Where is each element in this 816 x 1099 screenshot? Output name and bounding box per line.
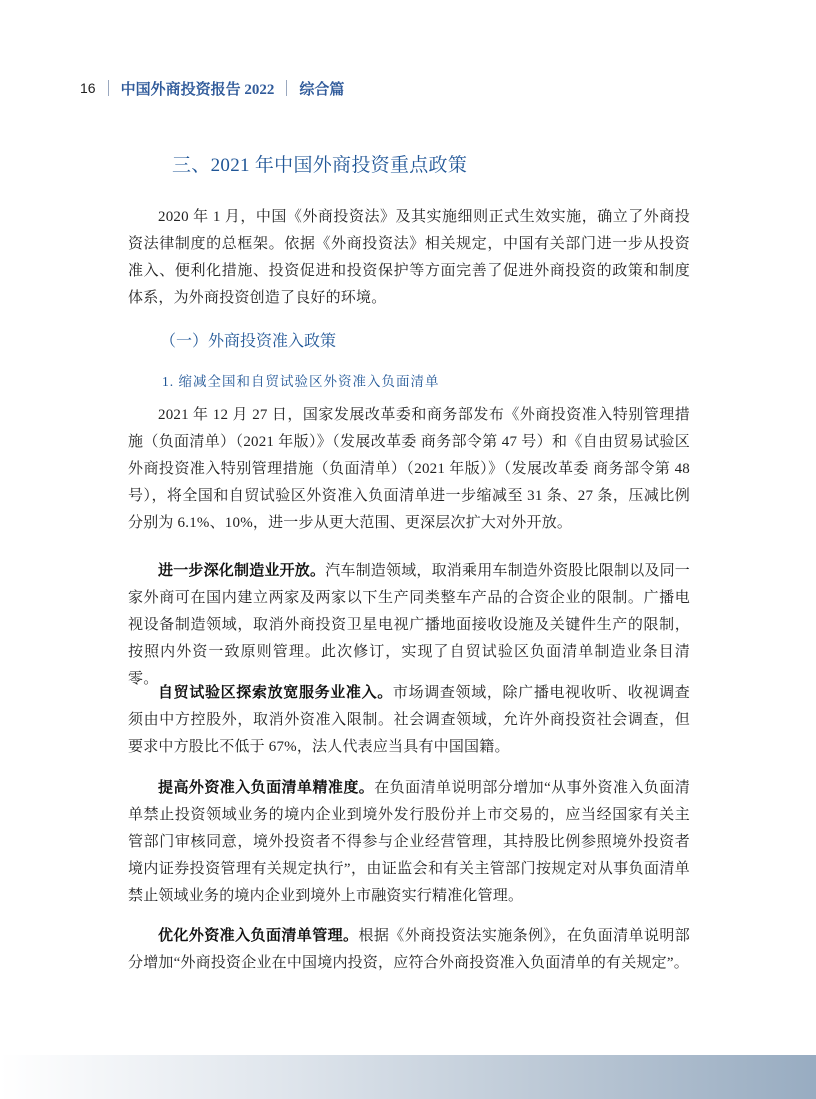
- chapter-title: 三、2021 年中国外商投资重点政策: [172, 155, 468, 176]
- paragraph-text: 汽车制造领域，取消乘用车制造外资股比限制以及同一家外商可在国内建立两家及两家以下生产同类整车产品的合资企业的限制。广播电视设备制造领域，取消外商投资卫星电视广播地面接收设施及关键件生产的限制，按照内外资一致原则管理。此次修订，实现了自贸试验区负面清单制造业条目清零。: [128, 563, 691, 687]
- paragraph-text: 在负面清单说明部分增加“从事外资准入负面清单禁止投资领域业务的境内企业到境外发行股份并上市交易的，应当经国家有关主管部门审核同意，境外投资者不得参与企业经营管理，其持股比例参照境外投资者境内证券投资管理有关规定执行”，由证监会和有关主管部门按规定对从事负面清单禁止领域业务的境内企业到境外上市融资实行精准化管理。: [128, 780, 690, 904]
- paragraph-lead: 提高外资准入负面清单精准度。: [158, 780, 375, 796]
- header-divider: [286, 80, 287, 96]
- header-divider: [108, 80, 109, 96]
- section-name: 综合篇: [299, 81, 345, 98]
- paragraph: [128, 775, 690, 910]
- section-heading: （一）外商投资准入政策: [160, 333, 337, 350]
- running-header: [80, 78, 344, 98]
- intro-paragraph: [128, 204, 690, 312]
- paragraph-text: 根据《外商投资法实施条例》，在负面清单说明部分增加“外商投资企业在中国境内投资，应符合外商投资准入负面清单的有关规定”。: [128, 928, 690, 971]
- paragraph: [128, 402, 690, 537]
- paragraph-text: 2021 年 12 月 27 日，国家发展改革委和商务部发布《外商投资准入特别管理措施（负面清单）（2021 年版）》（发展改革委 商务部令第 47 号）和《自由贸易试验区外商投资准入特别管理措施（负面清单）（2021 年版）》（发展改革委 商务部令第 48 号），将全国和自贸试验区外资准入负面清单进一步缩减至 31 条、27 条，压减比例分别为 6.1%、10%，进一步从更大范围、更深层次扩大对外开放。: [128, 407, 690, 531]
- paragraph-lead: 自贸试验区探索放宽服务业准入。: [158, 685, 393, 701]
- paragraph-text: 市场调查领域，除广播电视收听、收视调查须由中方控股外，取消外资准入限制。社会调查领域，允许外商投资社会调查，但要求中方股比不低于 67%，法人代表应当具有中国国籍。: [128, 685, 690, 755]
- report-title: 中国外商投资报告 2022: [120, 81, 275, 98]
- footer-gradient-bar: [0, 1055, 816, 1099]
- page-number: 16: [80, 80, 96, 96]
- subsection-heading: 1. 缩减全国和自贸试验区外资准入负面清单: [162, 374, 440, 389]
- paragraph: [128, 923, 690, 977]
- paragraph: [128, 558, 690, 693]
- intro-text: 2020 年 1 月，中国《外商投资法》及其实施细则正式生效实施，确立了外商投资法律制度的总框架。依据《外商投资法》相关规定，中国有关部门进一步从投资准入、便利化措施、投资促进和投资保护等方面完善了促进外商投资的政策和制度体系，为外商投资创造了良好的环境。: [128, 209, 690, 306]
- paragraph-lead: 优化外资准入负面清单管理。: [158, 928, 359, 944]
- paragraph-lead: 进一步深化制造业开放。: [158, 563, 326, 579]
- paragraph: [128, 680, 690, 761]
